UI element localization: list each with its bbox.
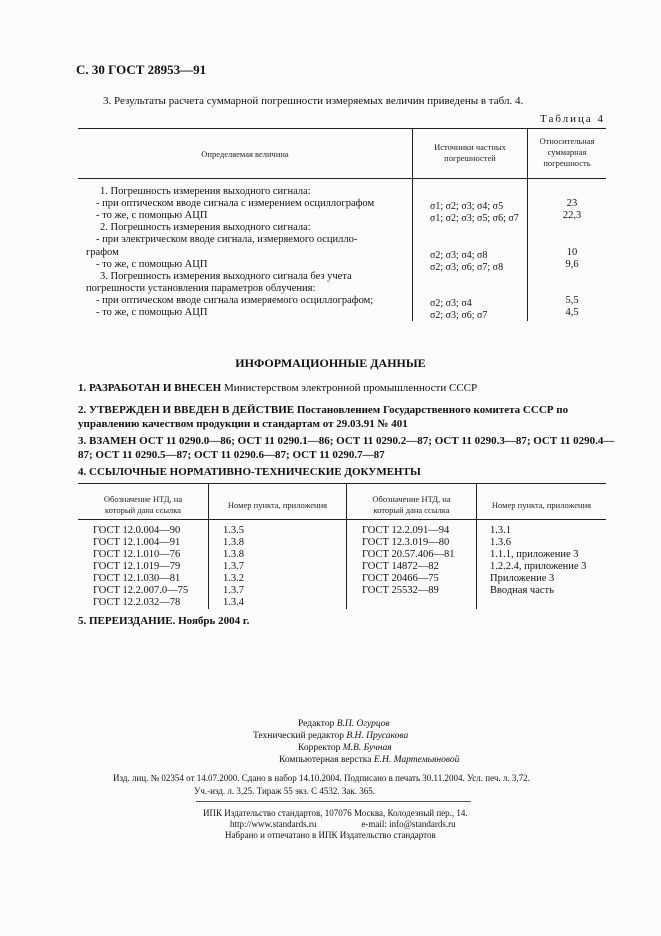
ref-doc-id: ГОСТ 20466—75 bbox=[362, 573, 439, 584]
info-section-title: ИНФОРМАЦИОННЫЕ ДАННЫЕ bbox=[235, 356, 426, 370]
imprint-role: Корректор bbox=[298, 743, 341, 753]
refs-h1-right: Обозначение НТД, на который дана ссылка bbox=[372, 494, 451, 515]
ref-clause: 1.3.8 bbox=[223, 537, 244, 548]
table4-row-sources: σ2; σ3; σ4; σ8 bbox=[430, 250, 488, 261]
table4-row-sources: σ1; σ2; σ3; σ4; σ5 bbox=[430, 201, 504, 212]
info-item-5: 5. ПЕРЕИЗДАНИЕ. Ноябрь 2004 г. bbox=[78, 615, 250, 627]
ref-clause: 1.1.1, приложение 3 bbox=[490, 549, 579, 560]
ref-clause: 1.3.7 bbox=[223, 585, 244, 596]
ref-doc-id: ГОСТ 12.1.004—91 bbox=[93, 537, 181, 548]
ref-clause: 1.3.2 bbox=[223, 573, 244, 584]
imprint-name: Е.Н. Мартемьяновой bbox=[373, 755, 460, 765]
ref-doc-id: ГОСТ 12.0.004—90 bbox=[93, 525, 181, 536]
table4-row-sources: σ2; σ3; σ4 bbox=[430, 298, 472, 309]
imprint-role: Компьютерная верстка bbox=[279, 755, 372, 765]
ref-doc-id: ГОСТ 20.57.406—81 bbox=[362, 549, 455, 560]
imprint-name: В.Н. Прусакова bbox=[346, 731, 409, 741]
ref-clause: 1.3.1 bbox=[490, 525, 511, 536]
imprint-role: Технический редактор bbox=[253, 731, 344, 741]
footer-divider bbox=[196, 801, 471, 802]
refs-header-rule bbox=[78, 519, 606, 520]
ref-clause: 1.3.7 bbox=[223, 561, 244, 572]
publisher-line-1: ИПК Издательство стандартов, 107076 Москва, Колодезный пер., 14. bbox=[203, 808, 468, 818]
table4-col2-header: Источники частных погрешностей bbox=[434, 142, 506, 163]
table4-row-label: - то же, с помощью АЦП bbox=[96, 259, 208, 270]
imprint-line bbox=[298, 719, 390, 729]
table4-row-value: 22,3 bbox=[562, 210, 582, 221]
imprint-line bbox=[253, 731, 408, 741]
ref-doc-id: ГОСТ 12.2.032—78 bbox=[93, 597, 181, 608]
info-item-3: 3. ВЗАМЕН ОСТ 11 0290.0—86; ОСТ 11 0290.1—86; ОСТ 11 0290.2—87; ОСТ 11 0290.3—87; ОСТ 11 0290.4—87; ОСТ 11 0290.5—87; ОСТ 11 0290.6—87; ОСТ 11 0290.7—87 bbox=[78, 435, 615, 461]
publisher-line-3: Набрано и отпечатано в ИПК Издательство стандартов bbox=[225, 830, 436, 840]
info-item-4: 4. ССЫЛОЧНЫЕ НОРМАТИВНО-ТЕХНИЧЕСКИЕ ДОКУМЕНТЫ bbox=[78, 466, 421, 478]
table4-row-value: 5,5 bbox=[565, 295, 579, 306]
table-caption: Таблица 4 bbox=[540, 113, 606, 125]
table4-row-label: - то же, с помощью АЦП bbox=[96, 210, 208, 221]
refs-h2-right: Номер пункта, приложения bbox=[491, 500, 592, 510]
table4-row-value: 23 bbox=[566, 198, 578, 209]
ref-doc-id: ГОСТ 25532—89 bbox=[362, 585, 439, 596]
table4-row-value: 4,5 bbox=[565, 307, 579, 318]
ref-clause: Вводная часть bbox=[490, 585, 554, 596]
table4-row-label: графом bbox=[86, 247, 119, 258]
table4-row-value: 10 bbox=[566, 247, 578, 258]
info-item-1: 1. РАЗРАБОТАН И ВНЕСЕН Министерством электронной промышленности СССР bbox=[78, 382, 478, 394]
ref-clause: 1.3.6 bbox=[490, 537, 511, 548]
imprint-name: М.В. Бучная bbox=[342, 743, 392, 753]
refs-top-rule bbox=[78, 483, 606, 484]
pubinfo-line-2: Уч.-изд. л. 3,25. Тираж 55 экз. С 4532. Зак. 365. bbox=[194, 786, 376, 796]
imprint-line bbox=[298, 743, 392, 753]
ref-doc-id: ГОСТ 12.1.019—79 bbox=[93, 561, 181, 572]
table4-row-label: - то же, с помощью АЦП bbox=[96, 307, 208, 318]
table4-row-label: - при оптическом вводе сигнала измеряемого осциллографом; bbox=[96, 295, 374, 306]
imprint-name: В.П. Огурцов bbox=[336, 719, 390, 729]
ref-clause: 1.3.8 bbox=[223, 549, 244, 560]
table4-row-value: 9,6 bbox=[565, 259, 579, 270]
ref-doc-id: ГОСТ 12.2.007.0—75 bbox=[93, 585, 189, 596]
ref-clause: 1.3.5 bbox=[223, 525, 244, 536]
ref-doc-id: ГОСТ 12.3.019—80 bbox=[362, 537, 450, 548]
table4-row-sources: σ2; σ3; σ6; σ7 bbox=[430, 310, 488, 321]
table4-col1-header: Определяемая величина bbox=[201, 149, 289, 159]
ref-doc-id: ГОСТ 12.2.091—94 bbox=[362, 525, 450, 536]
pubinfo-line-1: Изд. лиц. № 02354 от 14.07.2000. Сдано в набор 14.10.2004. Подписано в печать 30.11.2004. Усл. печ. л. 3,72. bbox=[113, 773, 530, 783]
imprint-line bbox=[279, 755, 459, 765]
table4-col3-header: Относительная суммарная погрешность bbox=[539, 136, 595, 168]
table4-row-label: 1. Погрешность измерения выходного сигнала: bbox=[100, 186, 311, 197]
ref-clause: 1.2.2.4, приложение 3 bbox=[490, 561, 587, 572]
table4-row-label: погрешности установления параметров облучения: bbox=[86, 283, 316, 294]
imprint-role: Редактор bbox=[298, 719, 335, 729]
table4-row-label: 3. Погрешность измерения выходного сигнала без учета bbox=[100, 271, 352, 282]
refs-h2-left: Номер пункта, приложения bbox=[227, 500, 328, 510]
table4-row-sources: σ2; σ3; σ6; σ7; σ8 bbox=[430, 262, 504, 273]
ref-doc-id: ГОСТ 12.1.010—76 bbox=[93, 549, 181, 560]
table4-row-label: - при оптическом вводе сигнала с измерением осциллографом bbox=[96, 198, 375, 209]
intro-paragraph: 3. Результаты расчета суммарной погрешности измеряемых величин приведены в табл. 4. bbox=[103, 95, 524, 107]
ref-clause: 1.3.4 bbox=[223, 597, 244, 608]
ref-clause: Приложение 3 bbox=[490, 573, 555, 584]
ref-doc-id: ГОСТ 14872—82 bbox=[362, 561, 439, 572]
table4-row-label: 2. Погрешность измерения выходного сигнала: bbox=[100, 222, 311, 233]
publisher-line-2: http://www.standards.ru e-mail: info@standards.ru bbox=[230, 819, 456, 829]
table4-row-label: - при электрическом вводе сигнала, измеряемого осцилло- bbox=[96, 234, 358, 245]
table4-row-sources: σ1; σ2; σ3; σ5; σ6; σ7 bbox=[430, 213, 519, 224]
page-header: С. 30 ГОСТ 28953—91 bbox=[76, 62, 207, 77]
refs-h1-left: Обозначение НТД, на который дана ссылка bbox=[103, 494, 183, 515]
info-item-2: 2. УТВЕРЖДЕН И ВВЕДЕН В ДЕЙСТВИЕ Постановлением Государственного комитета СССР по управлению качеством продукции и стандартам от 29.03.91 № 401 bbox=[78, 404, 569, 430]
ref-doc-id: ГОСТ 12.1.030—81 bbox=[93, 573, 181, 584]
